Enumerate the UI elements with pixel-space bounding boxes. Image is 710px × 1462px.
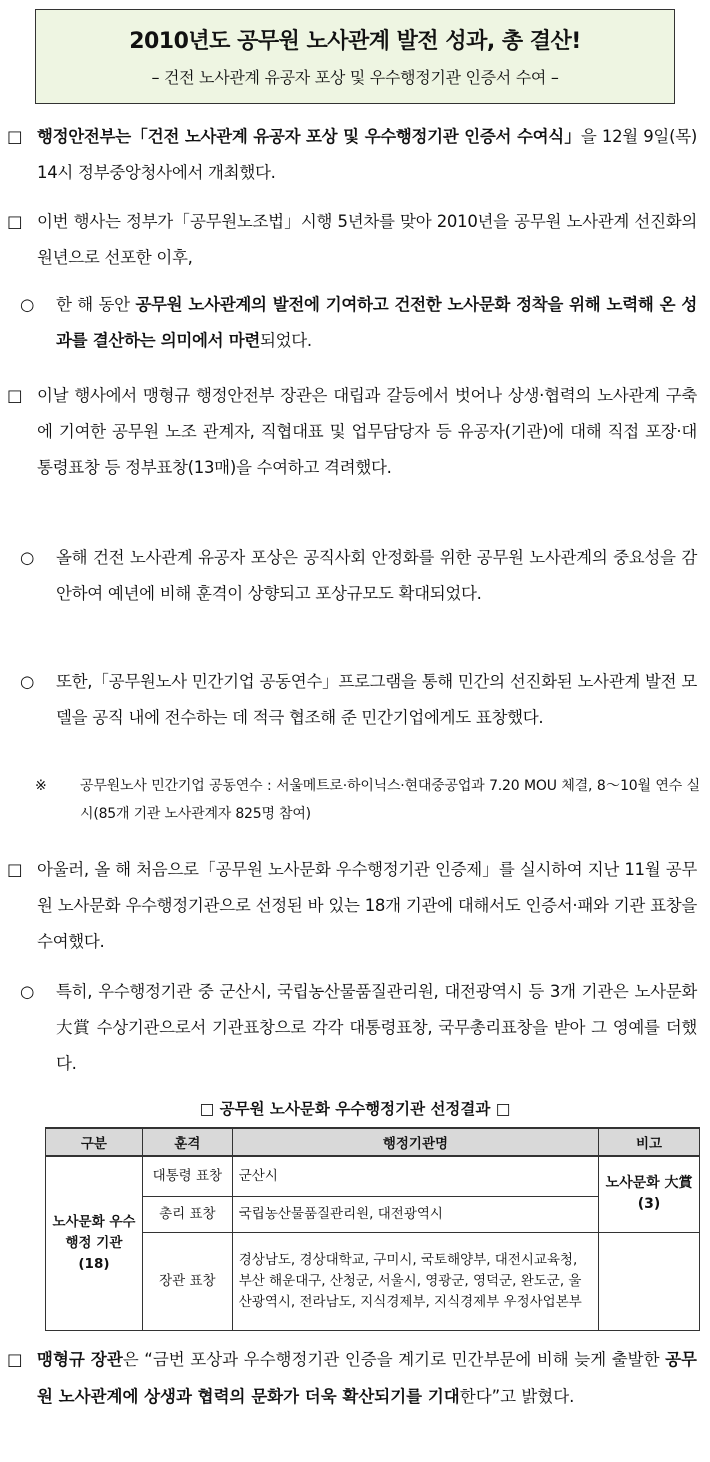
paragraph-4-text: 아울러, 올 해 처음으로「공무원 노사문화 우수행정기관 인증제」를 실시하여 지난 11월 공무원 노사문화 우수행정기관으로 선정된 바 있는 18개 기관에 대해서도 인증서·패와 기관 표창을 수여했다.	[37, 860, 697, 951]
group-cell: 노사문화 우수행정 기관(18)	[46, 1156, 143, 1330]
circle-bullet-icon: ○	[20, 548, 35, 567]
square-bullet-icon: □	[7, 127, 23, 146]
paragraph-4a	[20, 974, 697, 1082]
paragraph-2a-bold: 공무원 노사관계의 발전에 기여하고 건전한 노사문화 정착을 위해 노력해 온 성과를 결산하는 의미에서 마련	[56, 295, 697, 350]
table-header-row	[46, 1128, 700, 1156]
orgs-cell: 군산시	[232, 1156, 598, 1196]
orgs-cell: 국립농산물품질관리원, 대전광역시	[232, 1196, 598, 1232]
paragraph-5-text-end: 한다”고 밝혔다.	[459, 1387, 575, 1406]
remark-empty-cell	[599, 1232, 700, 1330]
paragraph-5-text: 은 “금번 포상과 우수행정기관 인증을 계기로 민간부문에 비해 늦게 출발한	[122, 1350, 666, 1369]
paragraph-4	[7, 852, 697, 960]
header-category: 구분	[46, 1128, 143, 1156]
paragraph-3a	[20, 540, 697, 612]
paragraph-3b-text: 또한,「공무원노사 민간기업 공동연수」프로그램을 통해 민간의 선진화된 노사관계 발전 모델을 공직 내에 전수하는 데 적극 협조해 준 민간기업에게도 표창했다.	[56, 672, 697, 727]
paragraph-1-text: 을 12월 9일(목) 14시 정부중앙청사에서 개최했다.	[37, 127, 697, 182]
circle-bullet-icon: ○	[20, 295, 35, 314]
table-row	[46, 1232, 700, 1330]
footnote	[35, 772, 700, 828]
paragraph-3b	[20, 664, 697, 736]
results-table	[45, 1127, 700, 1331]
paragraph-4a-text: 특히, 우수행정기관 중 군산시, 국립농산물품질관리원, 대전광역시 등 3개 기관은 노사문화大賞 수상기관으로서 기관표창으로 각각 대통령표창, 국무총리표창을 받아 그 영예를 더했다.	[56, 982, 697, 1073]
paragraph-5-bold-2: 공무원 노사관계에 상생과 협력의 문화가 더욱 확산되기를 기대	[37, 1350, 697, 1406]
header-box	[35, 9, 675, 104]
award-cell: 대통령 표창	[142, 1156, 232, 1196]
circle-bullet-icon: ○	[20, 982, 35, 1001]
table-caption: □ 공무원 노사문화 우수행정기관 선정결과 □	[199, 1100, 511, 1118]
page-title: 2010년도 공무원 노사관계 발전 성과, 총 결산!	[129, 29, 581, 54]
award-cell: 장관 표창	[142, 1232, 232, 1330]
paragraph-3	[7, 378, 697, 486]
square-bullet-icon: □	[7, 1350, 23, 1369]
paragraph-2a-text: 한 해 동안	[56, 295, 136, 314]
award-cell: 총리 표창	[142, 1196, 232, 1232]
header-remark: 비고	[599, 1128, 700, 1156]
paragraph-2a-text-end: 되었다.	[260, 331, 312, 350]
paragraph-3-text: 이날 행사에서 맹형규 행정안전부 장관은 대립과 갈등에서 벗어나 상생·협력의 노사관계 구축에 기여한 공무원 노조 관계자, 직협대표 및 업무담당자 등 유공자(기관)에 대해 직접 포장·대통령표창 등 정부표창(13매)을 수여하고 격려했다.	[37, 386, 697, 477]
orgs-cell: 경상남도, 경상대학교, 구미시, 국토해양부, 대전시교육청, 부산 해운대구, 산청군, 서울시, 영광군, 영덕군, 완도군, 울산광역시, 전라남도, 지식경제부, 지식경제부 우정사업본부	[232, 1232, 598, 1330]
header-orgs: 행정기관명	[232, 1128, 598, 1156]
square-bullet-icon: □	[7, 212, 23, 231]
square-bullet-icon: □	[7, 860, 23, 879]
paragraph-1-bold: 행정안전부는「건전 노사관계 유공자 포상 및 우수행정기관 인증서 수여식」	[37, 127, 581, 146]
remark-cell: 노사문화 大賞(3)	[599, 1156, 700, 1232]
reference-mark-icon: ※	[35, 778, 47, 794]
paragraph-2a	[20, 287, 697, 359]
paragraph-1	[7, 119, 697, 191]
paragraph-2	[7, 204, 697, 276]
paragraph-5-bold: 맹형규 장관	[37, 1350, 123, 1369]
header-award: 훈격	[142, 1128, 232, 1156]
paragraph-3a-text: 올해 건전 노사관계 유공자 포상은 공직사회 안정화를 위한 공무원 노사관계의 중요성을 감안하여 예년에 비해 훈격이 상향되고 포상규모도 확대되었다.	[56, 548, 697, 603]
square-bullet-icon: □	[7, 386, 23, 405]
paragraph-5	[7, 1341, 697, 1415]
paragraph-2-text: 이번 행사는 정부가「공무원노조법」시행 5년차를 맞아 2010년을 공무원 노사관계 선진화의 원년으로 선포한 이후,	[37, 212, 697, 267]
circle-bullet-icon: ○	[20, 672, 35, 691]
table-row	[46, 1156, 700, 1196]
page-subtitle: – 건전 노사관계 유공자 포상 및 우수행정기관 인증서 수여 –	[151, 68, 559, 87]
footnote-text: 공무원노사 민간기업 공동연수 : 서울메트로·하이닉스·현대중공업과 7.20 MOU 체결, 8～10월 연수 실시(85개 기관 노사관계자 825명 참여)	[80, 778, 700, 822]
